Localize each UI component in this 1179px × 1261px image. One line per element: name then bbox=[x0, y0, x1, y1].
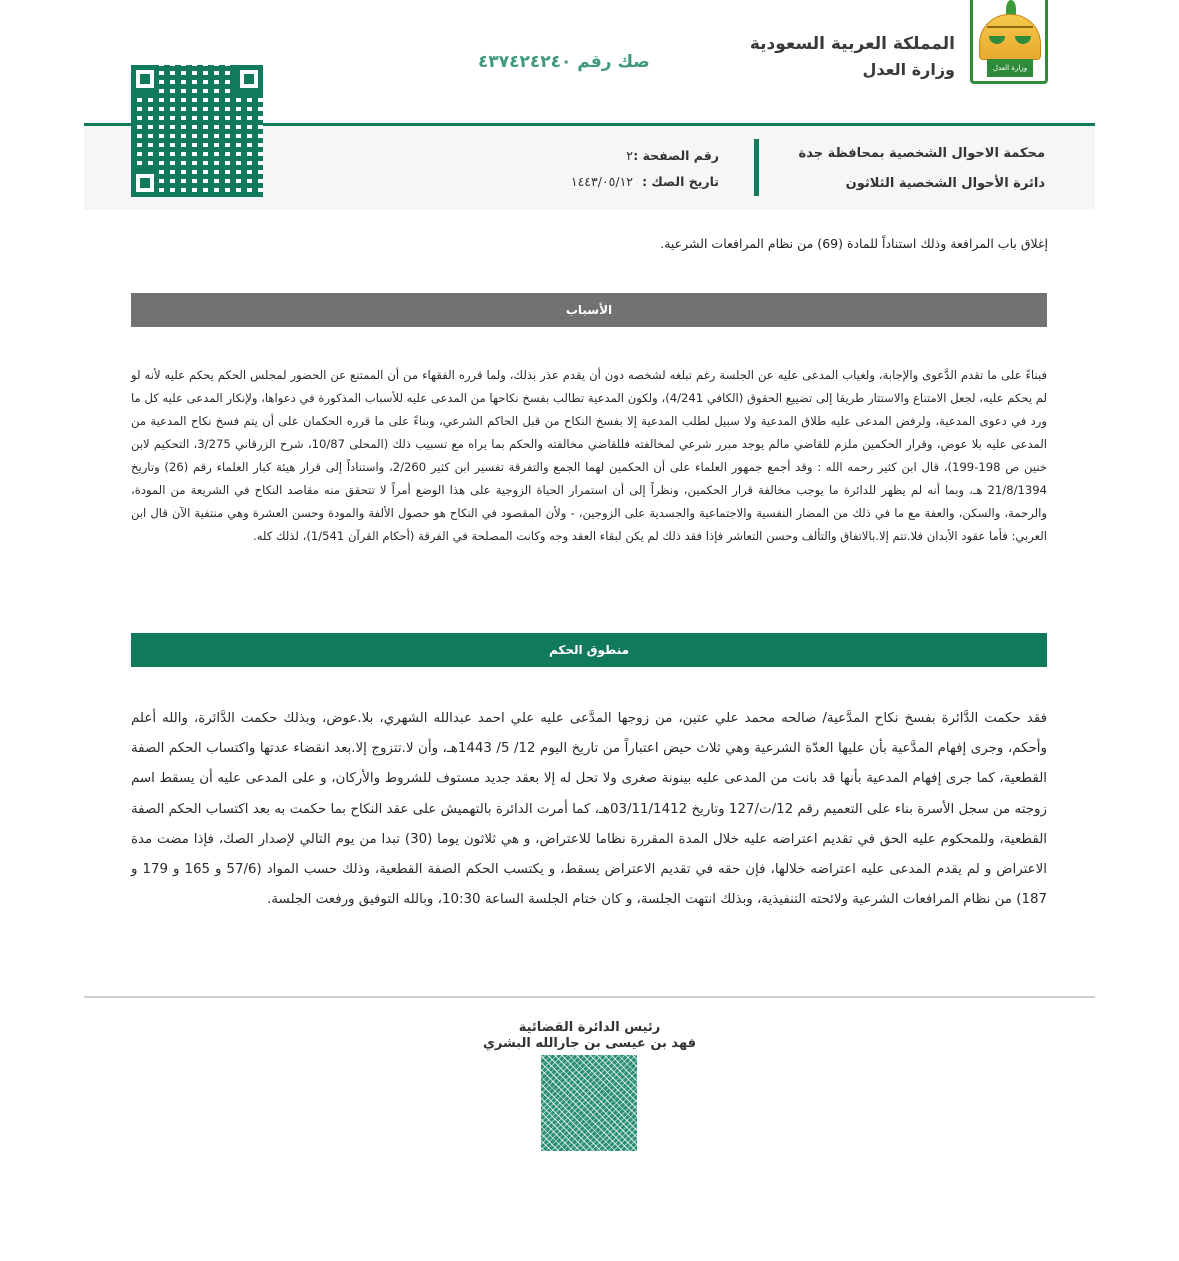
page-number-label: رقم الصفحة : bbox=[633, 148, 719, 163]
country-name: المملكة العربية السعودية bbox=[749, 34, 955, 54]
ruling-section-header: منطوق الحكم bbox=[131, 633, 1047, 667]
page-number-row bbox=[626, 148, 719, 163]
deed-date-row bbox=[571, 174, 719, 189]
ministry-name: وزارة العدل bbox=[862, 60, 955, 79]
deed-date-label: تاريخ الصك : bbox=[642, 174, 719, 189]
deed-date-value: ١٤٤٣/٠٥/١٢ bbox=[570, 174, 634, 189]
deed-number: صك رقم ٤٣٧٤٢٤٢٤٠ bbox=[478, 52, 650, 72]
scales-beam-icon bbox=[987, 26, 1033, 28]
signer-title: رئيس الدائرة القضائية bbox=[518, 1020, 661, 1035]
ruling-body: فقد حكمت الدَّائرة بفسخ نكاح المدَّعية/ صالحه محمد علي عتين، من زوجها المدَّعى عليه علي احمد عبدالله الشهري، بلا.عوض، وبذلك حكمت الدَّائرة، والله أعلم وأحكم، وجرى إفهام المدَّعية بأن عليها العدّة الشرعية وهي ثلاث حيض اعتباراً من تاريخ اليوم 12/ 5/ 1443هـ، وأن لا.تتزوج إلا.بعد انقضاء عدتها واكتساب الحكم الصفة القطعية، كما جرى إفهام المدعية بأنها قد بانت من المدعى عليه بينونة صغرى ولا تحل له إلا بعقد جديد مستوف للشروط والأركان، و على المدعى عليه أن يسقط اسم زوجته من سجل الأسرة بناء على التعميم رقم 12/ت/127 وتاريخ 03/11/1412هـ، كما أمرت الدائرة بالتهميش على عقد النكاح بما حكمت به بعد اكتساب الحكم الصفة القطعية، وللمحكوم عليه الحق في تقديم اعتراضه عليه خلال المدة المقررة نظاما للاعتراض، و هي ثلاثون يوما (30) تبدا من يوم التالي لإصدار الصك، فإذا مضت مدة الاعتراض و لم يقدم المدعى عليه اعتراضه خلالها، فإن حقه في تقديم الاعتراض يسقط، و يكتسب الحكم الصفة القطعية، وذلك حسب المواد (57/6 و 165 و 179 و 187) من نظام المرافعات الشرعية ولائحته التنفيذية، وبذلك انتهت الجلسة، و كان ختام الجلسة الساعة 10:30، وبالله التوفيق ورفعت الجلسة. bbox=[131, 711, 1047, 908]
qr-finder-pattern bbox=[131, 169, 159, 197]
ministry-of-justice-emblem-icon bbox=[970, 0, 1048, 84]
intro-text: إغلاق باب المرافعة وذلك استناداً للمادة (69) من نظام المرافعات الشرعية. bbox=[660, 236, 1048, 251]
footer-divider bbox=[84, 996, 1095, 998]
qr-code-icon bbox=[131, 65, 263, 197]
info-separator bbox=[754, 139, 759, 196]
qr-finder-pattern bbox=[235, 65, 263, 93]
logo-band-text: وزارة العدل bbox=[987, 59, 1033, 77]
circuit-name: دائرة الأحوال الشخصية الثلاثون bbox=[845, 176, 1045, 191]
page-number-value: ٢ bbox=[626, 148, 634, 163]
signer-name: فهد بن عيسى بن جارالله البشري bbox=[482, 1036, 697, 1051]
reasons-section-header: الأسباب bbox=[131, 293, 1047, 327]
qr-finder-pattern bbox=[131, 65, 159, 93]
court-name: محكمة الاحوال الشخصية بمحافظة جدة bbox=[798, 146, 1045, 161]
signature-seal-code-icon bbox=[541, 1055, 637, 1151]
reasons-body: فبناءً على ما تقدم الدَّعوى والإجابة، ولغياب المدعى عليه عن الجلسة رغم تبلغه لشخصه دون أن يقدم عذر بذلك، ولما قرره الفقهاء من أن الممتنع عن الحضور لمجلس الحكم يحكم عليه لأنه لو لم يحكم عليه، لجعل الامتناع والاستتار طريقا إلى تضييع الحقوق (الكافي 4/241)، ولكون المدعية تطالب بفسخ نكاحها من المدعى عليه للأسباب المذكورة في دعواها، ولإنكار المدعى عليه كل ما ورد في دعوى المدعية، ولرفض المدعى عليه طلاق المدعية ولا سبيل لطلب المدعية إلا بفسخ النكاح من قبل الحاكم الشرعي، وبناءً على ما قرره الحكمان على أن يتم فسخ نكاح المدعية من المدعى عليه بلا عوض، وقرار الحكمين ملزم للقاضي مالم يوجد مبرر شرعي لمخالفته فللقاضي مخالفته والحكم بما يراه مع تسبيب ذلك (المحلى 10/87، شرح الزرقاني 3/275، التحكيم لابن خنين ص 198-199)، قال ابن كثير رحمه الله : وقد أجمع جمهور العلماء على أن الحكمين لهما الجمع والتفرقة تفسير ابن كثير 2/260، واستناداً إلى قرار هيئة كبار العلماء رقم (26) وتاريخ 21/8/1394 هـ، وبما أنه لم يظهر للدائرة ما يوجب مخالفة قرار الحكمين، ونظراً إلى أن استمرار الحياة الزوجية على هذا الوضع أمراً لا تتحقق منه مقاصد النكاح في الشريعة من المودة، والرحمة، والسكن، والعفة مع ما في ذلك من المضار النفسية والاجتماعية والجسدية على الزوجين، - ولأن المقصود في النكاح هو حصول الألفة والمودة وحسن العشرة وهي منتفية الآن قال ابن العربي: فأما عقود الأبدان فلا.تتم إلا.بالاتفاق والتألف وحسن التعاشر فإذا فقد ذلك لم يكن لبقاء العقد وجه وكانت المصلحة في الفرقة (أحكام القرآن 1/541)، لذلك كله. bbox=[131, 368, 1047, 543]
